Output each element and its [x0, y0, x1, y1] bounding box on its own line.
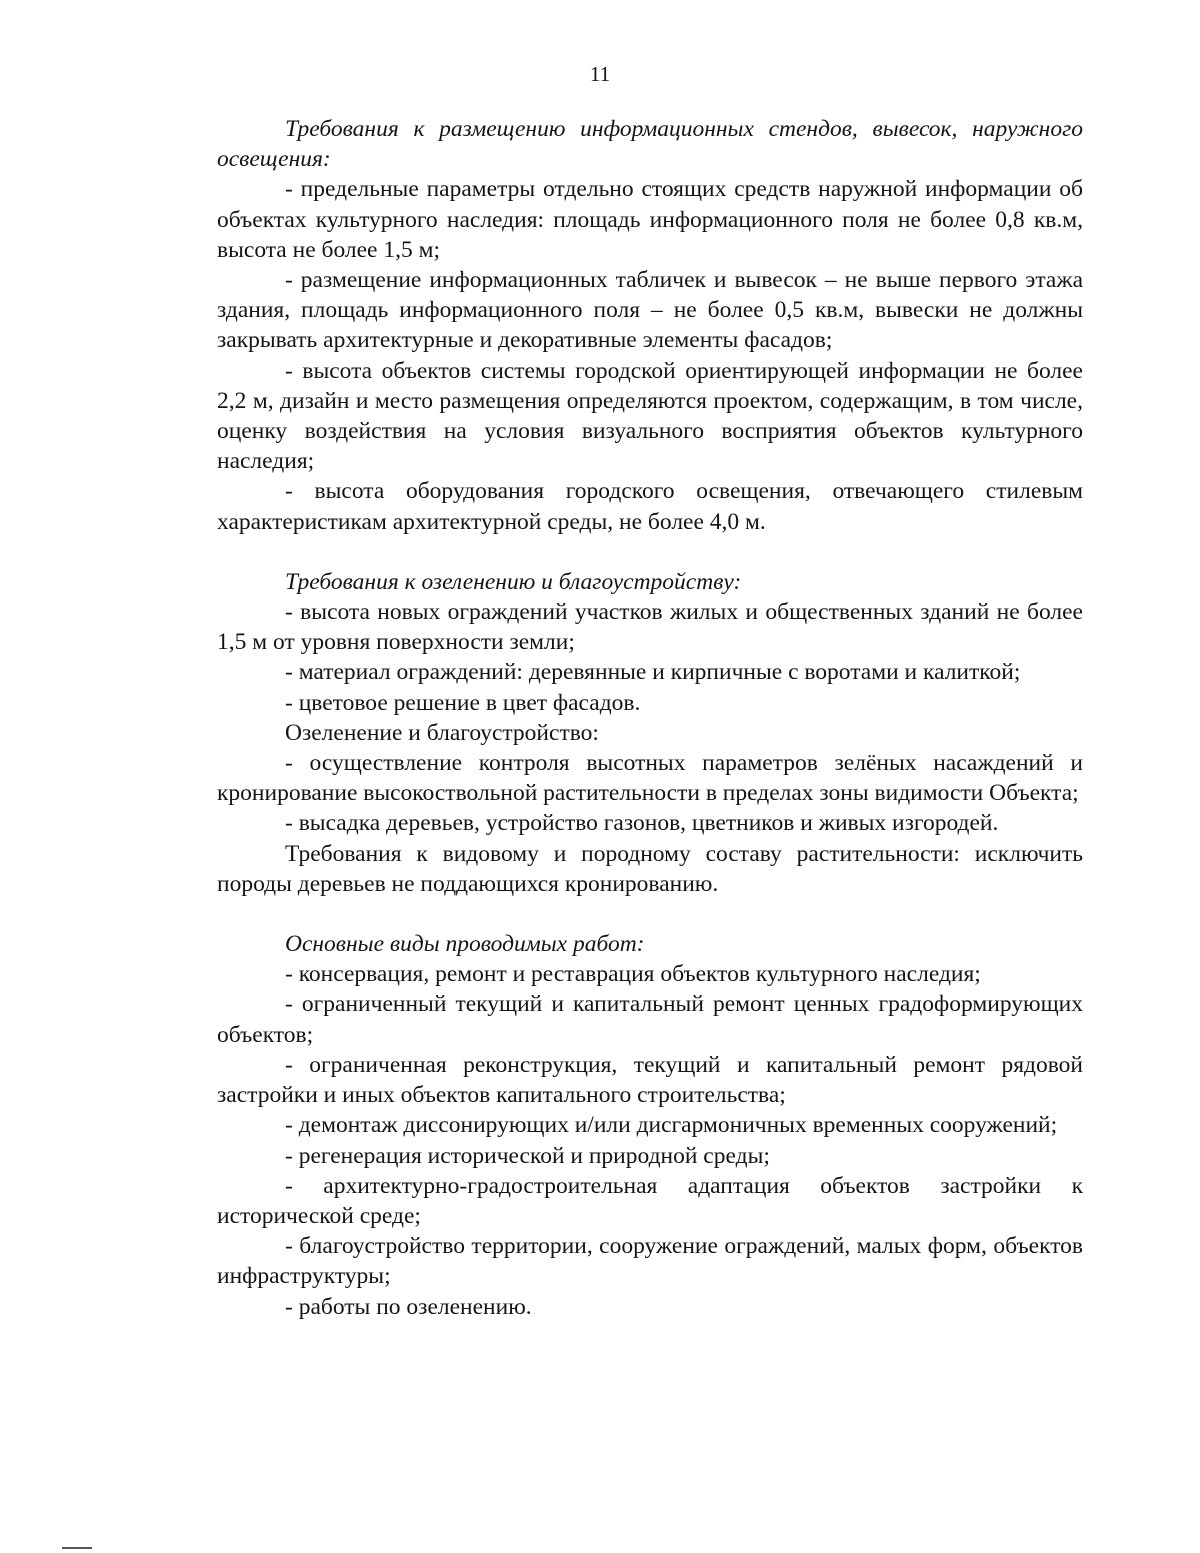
- list-item: - ограниченный текущий и капитальный ремонт ценных градоформирующих объектов;: [217, 991, 1083, 1048]
- section-heading-works: Основные виды проводимых работ:: [285, 931, 645, 958]
- list-item: - высота оборудования городского освещения, отвечающего стилевым характеристикам архитектурной среды, не более 4,0 м.: [217, 478, 1083, 535]
- list-item: - высота новых ограждений участков жилых и общественных зданий не более 1,5 м от уровня поверхности земли;: [217, 599, 1083, 656]
- list-item: - регенерация исторической и природной среды;: [285, 1142, 770, 1169]
- species-requirements: Требования к видовому и породному составу растительности: исключить породы деревьев не поддающихся кронированию.: [217, 840, 1083, 897]
- list-item: - ограниченная реконструкция, текущий и капитальный ремонт рядовой застройки и иных объектов капитального строительства;: [217, 1051, 1083, 1109]
- list-item: - архитектурно-градостроительная адаптация объектов застройки к исторической среде;: [217, 1172, 1083, 1229]
- subheading-greening: Озеленение и благоустройство:: [285, 719, 599, 746]
- list-item: - благоустройство территории, сооружение ограждений, малых форм, объектов инфраструктуры;: [217, 1233, 1083, 1290]
- list-item: - размещение информационных табличек и вывесок – не выше первого этажа здания, площадь информационного поля – не более 0,5 кв.м, вывески не должны закрывать архитектурные и декоративные элементы фасадов;: [217, 267, 1083, 354]
- list-item: - предельные параметры отдельно стоящих средств наружной информации об объектах культурного наследия: площадь информационного поля не более 0,8 кв.м, высота не более 1,5 м;: [217, 176, 1083, 263]
- document-body: [217, 114, 1083, 1322]
- list-item: - материал ограждений: деревянные и кирпичные с воротами и калиткой;: [285, 659, 1021, 686]
- section-heading-landscaping: Требования к озеленению и благоустройству:: [285, 568, 742, 595]
- list-item: - высадка деревьев, устройство газонов, цветников и живых изгородей.: [285, 810, 999, 837]
- section-heading-signage: Требования к размещению информационных стендов, вывесок, наружного освещения:: [217, 116, 1083, 173]
- scan-artifact: [62, 1547, 92, 1549]
- page-number: 11: [589, 62, 611, 86]
- list-item: - высота объектов системы городской ориентирующей информации не более 2,2 м, дизайн и место размещения определяются проектом, содержащим, в том числе, оценку воздействия на условия визуального восприятия объектов культурного наследия;: [217, 357, 1083, 475]
- list-item: - осуществление контроля высотных параметров зелёных насаждений и кронирование высокоствольной растительности в пределах зоны видимости Объекта;: [217, 750, 1083, 807]
- list-item: - консервация, ремонт и реставрация объектов культурного наследия;: [285, 961, 981, 988]
- list-item: - работы по озеленению.: [285, 1293, 532, 1320]
- list-item: - цветовое решение в цвет фасадов.: [285, 689, 641, 716]
- list-item: - демонтаж диссонирующих и/или дисгармоничных временных сооружений;: [285, 1112, 1058, 1139]
